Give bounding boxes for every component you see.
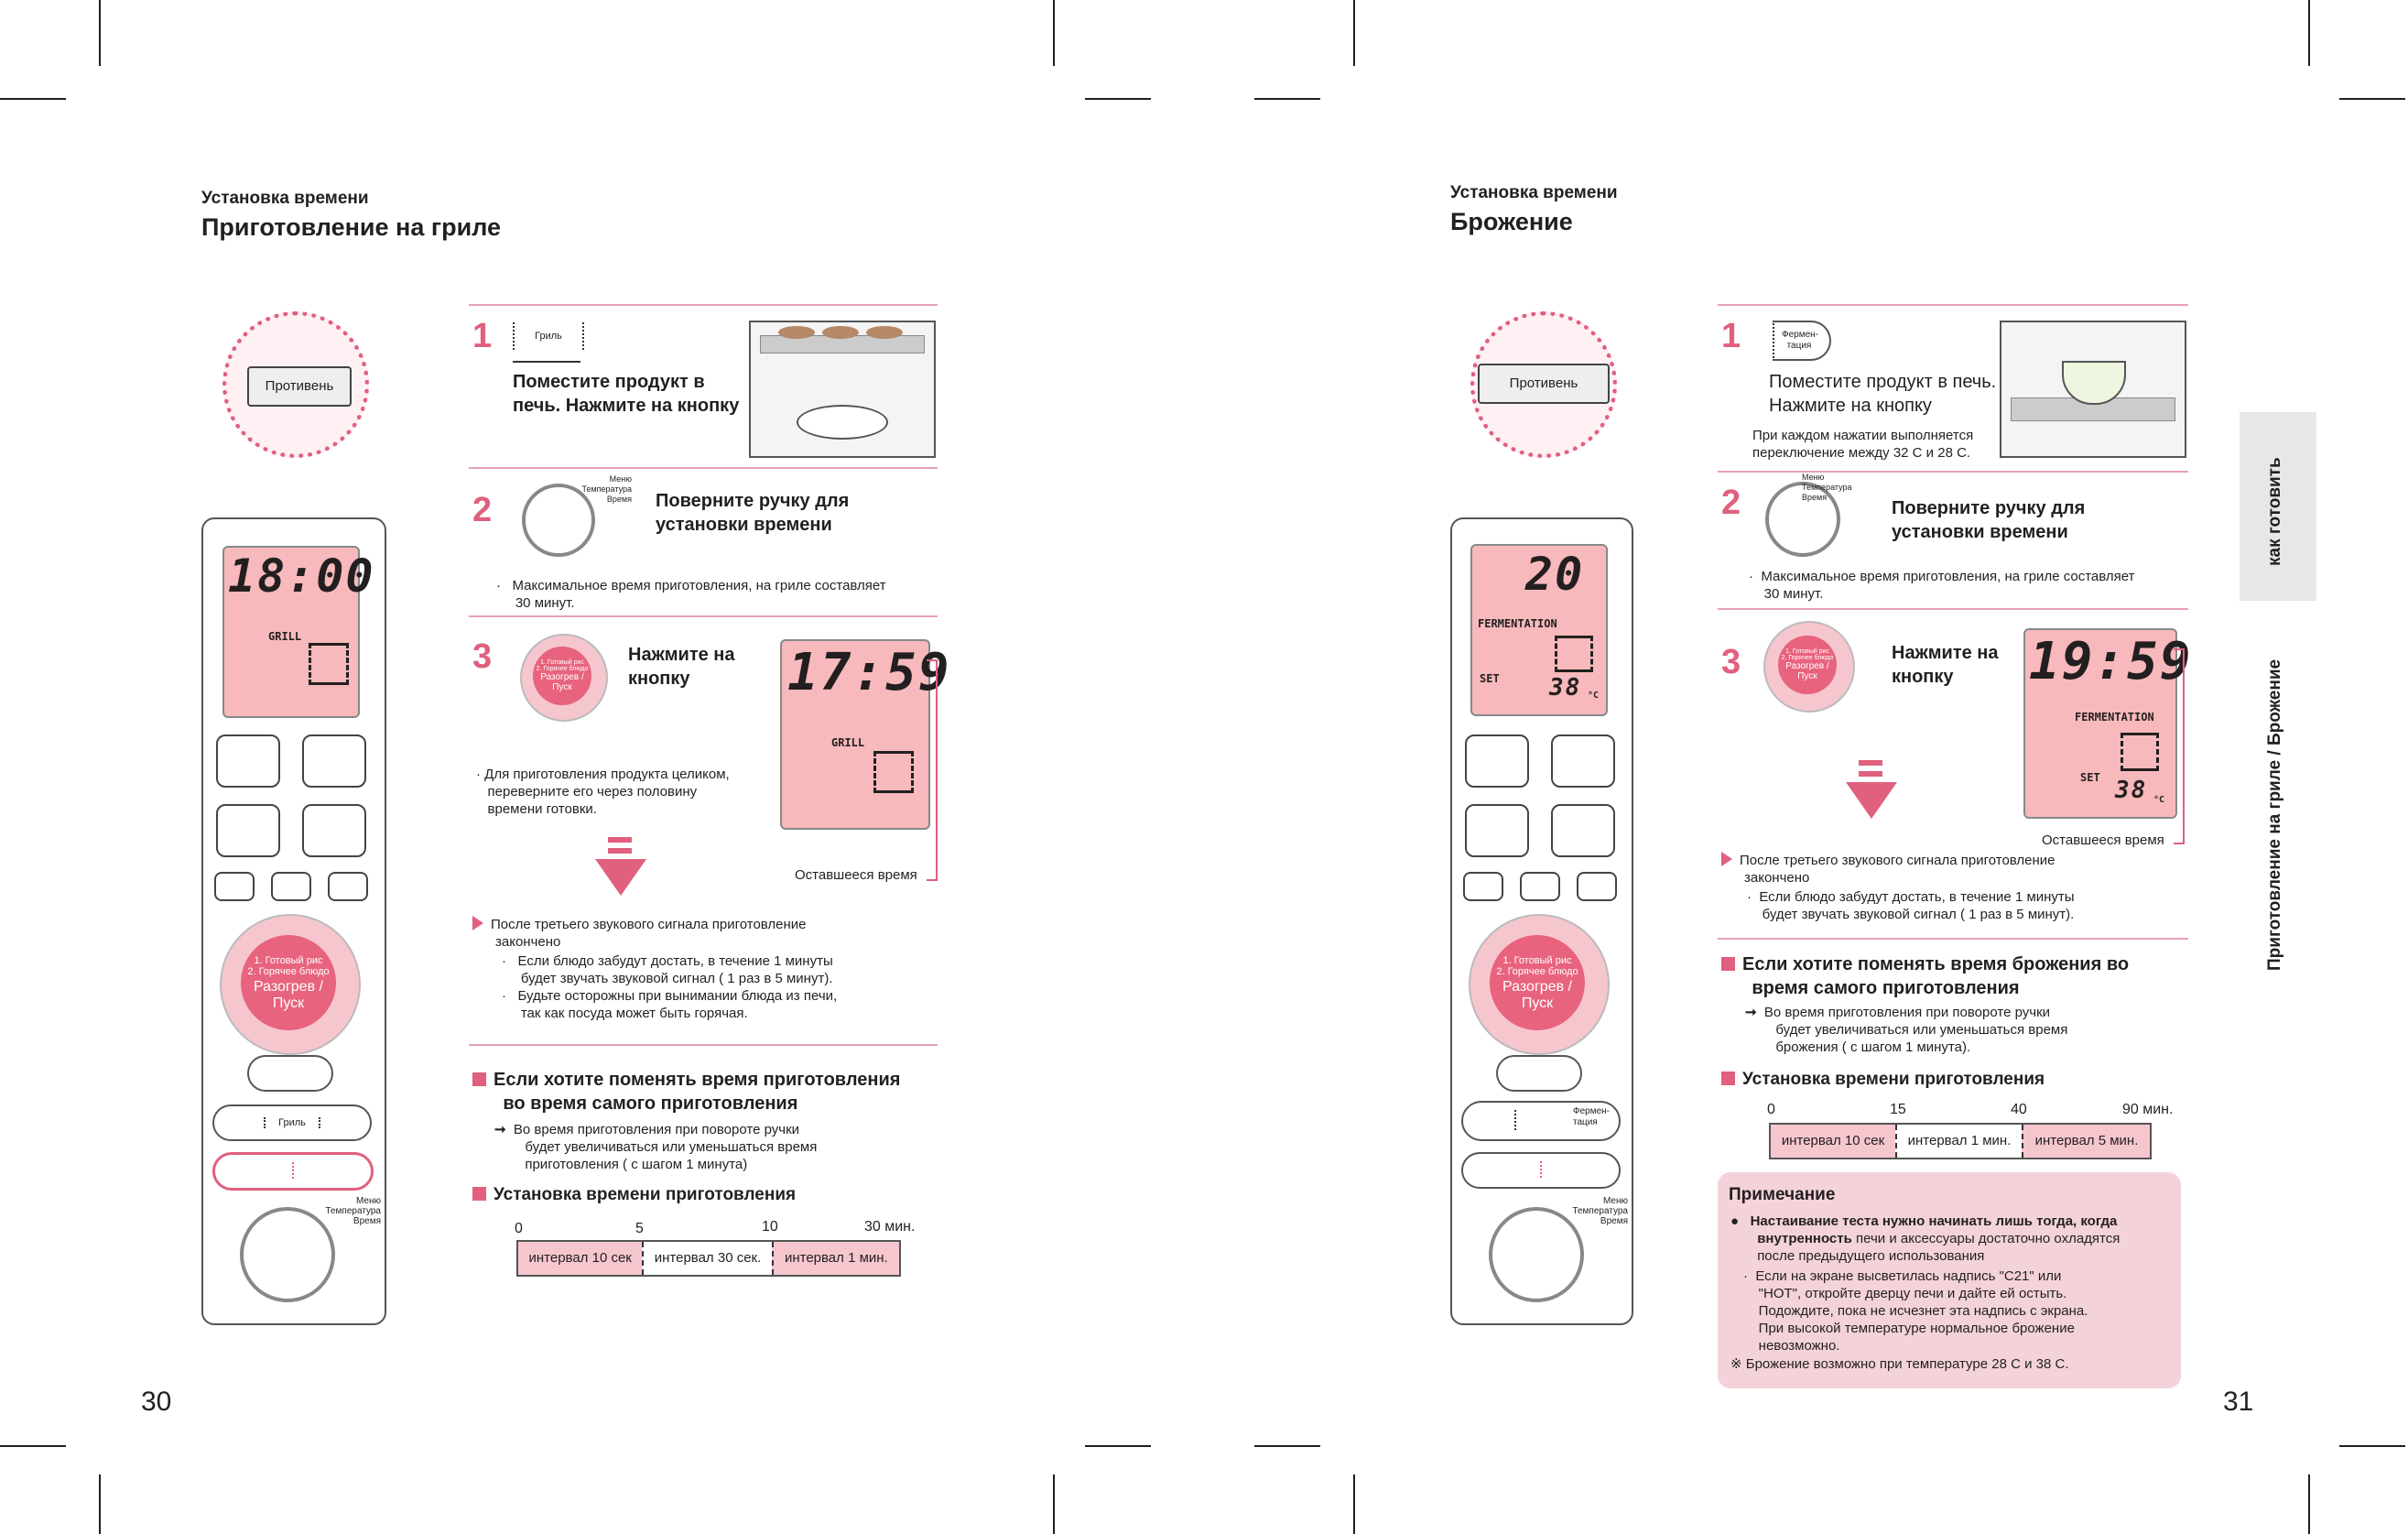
right-change-text: ➞ Во время приготовления при повороте ручки будет увеличиваться или уменьшаться время брожения ( с шагом 1 минута). (1745, 1005, 2068, 1055)
right-after-bullets: · Если блюдо забудут достать, в течение 1 минуты будет звучать звуковой сигнал ( 1 раз в 5 минут). (1747, 889, 2075, 922)
left-step3-note: · Для приготовления продукта целиком, переверните его через половину времени готовки. (476, 767, 730, 817)
side-tab-label-1: как готовить (2265, 457, 2284, 566)
right-subtitle: Установка времени (1450, 183, 1618, 202)
note-bullet-1: ● Настаивание теста нужно начинать лишь тогда, когда внутренность печи и аксессуары достаточно охладятся после предыдущего использования (1730, 1213, 2121, 1264)
right-step1-text: Поместите продукт в печь. Нажмите на кнопку (1769, 372, 1997, 416)
right-panel-small-button-3[interactable] (1577, 872, 1617, 901)
right-panel-button-1[interactable] (1465, 734, 1529, 788)
ferment-symbol-2 (2121, 733, 2159, 771)
grill-button-icon: Гриль (513, 322, 584, 350)
right-panel-ferment-button[interactable] (1461, 1101, 1621, 1141)
panel-button-4[interactable] (302, 804, 366, 857)
panel-start-button[interactable]: 1. Готовый рис 2. Горячее блюдо Разогрев / Пуск (241, 935, 336, 1030)
right-step3-display-mode: FERMENTATION (2075, 711, 2154, 723)
right-step3-set: SET (2080, 771, 2100, 784)
left-step2-number: 2 (472, 491, 493, 529)
grill-symbol (309, 643, 349, 685)
grill-symbol-2 (873, 751, 914, 793)
panel-button-3[interactable] (216, 804, 280, 857)
note-box (1718, 1172, 2181, 1388)
panel-display (222, 546, 375, 718)
note-bullet-3: ※ Брожение возможно при температуре 28 С и 38 С. (1730, 1356, 2069, 1372)
ferment-button-icon: Фермен- тация (1773, 321, 1831, 361)
panel-small-button-2[interactable] (271, 872, 311, 901)
right-panel-button-3[interactable] (1465, 804, 1529, 857)
oven-grill-illustration (749, 321, 936, 458)
right-panel-set: SET (1480, 672, 1500, 685)
ferment-symbol (1555, 636, 1593, 672)
right-step3-button: 1. Готовый рис 2. Горячее блюдо Разогрев / Пуск (1778, 636, 1837, 694)
panel-knob-labels: Меню Температура Время (325, 1196, 381, 1226)
right-step3-text: Нажмите на кнопку (1892, 643, 1999, 687)
right-panel-button-2[interactable] (1551, 734, 1615, 788)
panel-grill-button[interactable]: Гриль (212, 1104, 372, 1141)
right-step2-note: · Максимальное время приготовления, на гриле составляет 30 минут. (1749, 569, 2135, 602)
right-panel-display (1470, 544, 1608, 716)
side-tab-label-2: Приготовление на гриле / Брожение (2265, 658, 2284, 971)
right-panel-small-button-1[interactable] (1463, 872, 1503, 901)
right-page-number: 31 (2223, 1387, 2254, 1417)
right-tick-15: 15 (1890, 1102, 1906, 1117)
oven-ferment-illustration (2000, 321, 2186, 458)
left-tick-30: 30 мин. (864, 1219, 916, 1235)
panel-button-1[interactable] (216, 734, 280, 788)
left-after-text: После третьего звукового сигнала приготовление закончено (472, 916, 807, 951)
left-step3-display-mode: GRILL (831, 736, 865, 749)
right-step3-temp: 38 (2115, 777, 2148, 804)
tray-label: Противень (247, 366, 352, 407)
right-step1-number: 1 (1721, 317, 1741, 355)
right-panel-unit: °C (1588, 691, 1600, 701)
left-step3-text: Нажмите на кнопку (628, 645, 735, 689)
panel-stop-button[interactable] (247, 1055, 333, 1092)
right-tick-0: 0 (1767, 1102, 1775, 1117)
left-tick-10: 10 (762, 1219, 778, 1235)
right-panel-ferment-label: Фермен- тация (1573, 1106, 1611, 1127)
note-heading: Примечание (1729, 1185, 1836, 1204)
right-step3-unit: °C (2153, 795, 2165, 805)
right-panel-small-button-2[interactable] (1520, 872, 1560, 901)
right-panel-start-button[interactable]: 1. Готовый рис 2. Горячее блюдо Разогрев / Пуск (1490, 935, 1585, 1030)
left-time-bar: интервал 10 сек интервал 30 сек. интервал 1 мин. (516, 1240, 901, 1277)
left-after-bullets: · Если блюдо забудут достать, в течение 1 минуты будет звучать звуковой сигнал ( 1 раз в 5 минут). · Будьте осторожны при вынимании блюда из печи, так как посуда может быть горячая. (502, 953, 838, 1021)
right-panel-button-4[interactable] (1551, 804, 1615, 857)
right-panel-stop-button[interactable] (1496, 1055, 1582, 1092)
right-panel-display-mode: FERMENTATION (1478, 617, 1557, 630)
left-tick-0: 0 (515, 1221, 523, 1236)
left-step3-button: 1. Готовый рис 2. Горячее блюдо Разогрев / Пуск (533, 647, 591, 705)
panel-display-time: 18:00 (228, 549, 375, 603)
right-down-arrow-icon (1846, 782, 1897, 819)
left-step2-knob-labels: Меню Температура Время (581, 474, 632, 504)
right-panel-display-value: 20 (1525, 548, 1585, 601)
right-panel-extra-button[interactable] (1461, 1152, 1621, 1189)
left-step3-display (780, 639, 951, 830)
left-setting-heading: Установка времени приготовления (472, 1183, 796, 1207)
left-step3-number: 3 (472, 637, 493, 676)
right-time-bar: интервал 10 сек интервал 1 мин. интервал 5 мин. (1769, 1123, 2152, 1159)
left-page-number: 30 (141, 1387, 172, 1417)
right-step3-display-time: 19:59 (2029, 632, 2193, 691)
note-bullet-2: · Если на экране высветилась надпись "С21" или "HOT", откройте дверцу печи и дайте ей остыть. Подождите, пока не исчезнет эта надпись с экрана. При высокой температуре нормальное брожение невозможно. (1743, 1268, 2088, 1354)
right-tick-40: 40 (2011, 1102, 2027, 1117)
right-step2-number: 2 (1721, 484, 1741, 522)
right-panel-knob[interactable] (1489, 1207, 1584, 1302)
left-tick-5: 5 (635, 1221, 644, 1236)
panel-highlight-button[interactable] (212, 1152, 374, 1191)
left-step1-number: 1 (472, 317, 493, 355)
panel-small-button-1[interactable] (214, 872, 255, 901)
right-step2-text: Поверните ручку для установки времени (1892, 498, 2086, 542)
left-step3-display-time: 17:59 (787, 643, 951, 702)
left-change-heading: Если хотите поменять время приготовления во время самого приготовления (472, 1068, 900, 1115)
right-step3-display (2023, 628, 2193, 819)
right-step1-note: При каждом нажатии выполняется переключение между 32 С и 28 С. (1752, 428, 1974, 461)
right-tick-90: 90 мин. (2122, 1102, 2174, 1117)
right-tray-label: Противень (1478, 364, 1610, 404)
left-down-arrow-icon (595, 859, 646, 896)
right-step2-knob-labels: Меню Температура Время (1802, 473, 1852, 502)
left-step2-note: · Максимальное время приготовления, на гриле составляет 30 минут. (496, 578, 886, 611)
left-subtitle: Установка времени (201, 189, 369, 208)
right-step3-number: 3 (1721, 643, 1741, 681)
right-change-heading: Если хотите поменять время брожения во время самого приготовления (1721, 952, 2129, 1000)
left-title: Приготовление на гриле (201, 213, 502, 241)
panel-button-2[interactable] (302, 734, 366, 788)
panel-display-mode: GRILL (268, 630, 302, 643)
right-remaining-time-label: Оставшееся время (2042, 832, 2164, 848)
right-title: Брожение (1450, 208, 1573, 235)
right-panel-temp: 38 (1549, 674, 1582, 702)
left-step2-text: Поверните ручку для установки времени (656, 491, 850, 535)
left-change-text: ➞ Во время приготовления при повороте ручки будет увеличиваться или уменьшаться время приготовления ( с шагом 1 минута) (494, 1122, 818, 1172)
right-panel-knob-labels: Меню Температура Время (1572, 1196, 1628, 1226)
left-remaining-time-label: Оставшееся время (795, 867, 917, 883)
right-after-text: После третьего звукового сигнала приготовление закончено (1721, 852, 2055, 887)
left-step1-text: Поместите продукт в печь. Нажмите на кнопку (513, 372, 740, 416)
panel-knob[interactable] (240, 1207, 335, 1302)
panel-small-button-3[interactable] (328, 872, 368, 901)
right-setting-heading: Установка времени приготовления (1721, 1068, 2045, 1092)
